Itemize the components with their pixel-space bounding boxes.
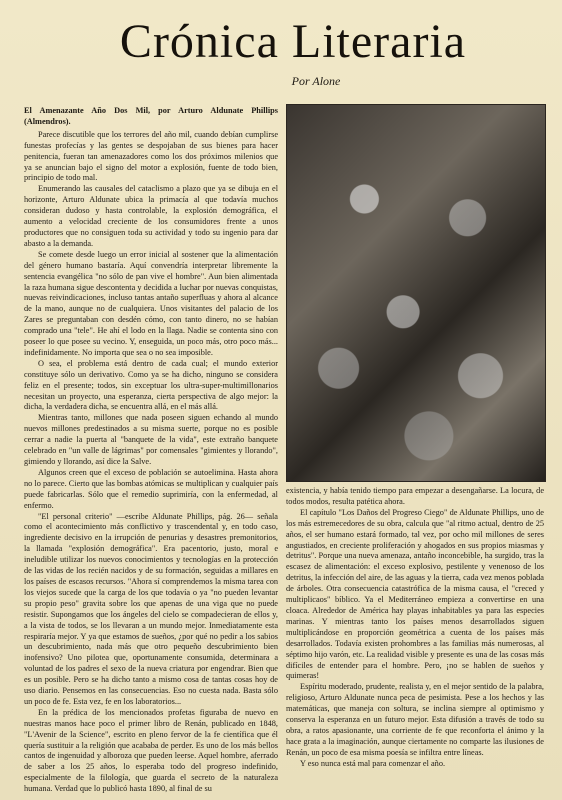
page-title: Crónica Literaria	[119, 15, 467, 68]
paragraph-continuation: existencia, y había tenido tiempo para empezar a desengañarse. La locura, de todos modos, resulta patética ahora.	[286, 486, 544, 506]
paragraph: Se comete desde luego un error inicial al sostener que la alimentación del género humano bastaría. Aquí convendría interpretar libremente la sentencia evangélica "no sólo de pan vive el hombre". Aun bien alimentada la raza humana sigue descontenta y decidida a luchar por nuevas conquistas, nuevas reivindicaciones, incluso tantas antaño superfluas y ahora al alcance de la mano, aunque no de cualquiera. Unos visitantes del palacio de los Zares se preguntaban con desdén cómo, con tanto dinero, no se habían comprado una "tele". He ahí el lodo en la llaga. Nadie se contenta sino con poseer lo que posee su vecino. Y, enseguida, un poco más, otro poco más... indefinidamente. No importa que sea o no sea imposible.	[24, 249, 278, 357]
paragraph: El capítulo "Los Daños del Progreso Ciego" de Aldunate Phillips, uno de los más estremecedores de su obra, calcula que "al ritmo actual, dentro de 25 años, el ser humano estará formado, tal vez, por ocho mil millones de seres angustiados, en creciente proliferación y ahogados en sus propios miasmas y detritus". Porque una nueva amenaza, antaño inconcebible, ha surgido, tras la escasez de alimentación: el exceso explosivo, pestilente y venenoso de los detritus, la infección del aire, de las aguas y la tierra, cada vez menos poblada de árboles. Otra consecuencia catastrófica de la misma causa, el "creced y multiplicaos" bíblico. Ya el Mediterráneo empieza a convertirse en una cloaca. Alrededor de América hay playas inhabitables ya para las especies marinas. Y mientras tanto los países menos desarrollados siguen multiplicándose en proporción geométrica a cuenta de los países más desarrollados. Todavía existen prohombres a las familias más numerosas, al séptimo hijo varón, etc. La realidad visible y presente es una de las cosas más difíciles de entender para el hombre. Pero, ¡no se hablen de sueños y quimeras!	[286, 507, 544, 681]
paragraph: En la prédica de los mencionados profetas figuraba de nuevo en nuestras manos hace poco el primer libro de Renán, publicado en 1848, "L'Avenir de la Science", escrito en pleno fervor de la fe científica que él quería sustituir a la religión que acababa de perder. Es uno de los más bellos cantos de ingenuidad y alboroza que pueden leerse. Aquel hombre, aferrado de saber a los 25 años, lo esperaba todo del progreso indefinido, especialmente de la filología, que guarda el secreto de la naturaleza humana. Verdad que lo publicó hasta 1890, al final de su	[24, 707, 278, 794]
paragraph: Mientras tanto, millones que nada poseen siguen echando al mundo nuevos millones predestinados a su misma suerte, porque no es posible cerrar a nadie la puerta al "banquete de la vida", este extraño banquete celebrado en "un valle de lágrimas" por comensales "gimientes y llorando", gimiendo y llorando, así dice la Salve.	[24, 413, 278, 466]
left-column	[24, 106, 278, 795]
paragraph: "El personal criterio" —escribe Aldunate Phillips, pág. 26— señala como el acontecimiento más conflictivo y trascendental y, en todo caso, ingrediente decisivo en la irrupción de penurias y desastres premonitorios, la llamada "explosión demográfica". Era pacentorio, justo, moral e ineludible utilizar los nuevos conocimientos y tecnologías en la protección de las vidas de los recién nacidos y de su formación, seguidas a millares en los países de escasos recursos. "Ahora sí comprendemos la misma tarea con los viejos sucede que la carga de los que todavía o ya "no pueden levantar su propio peso" gravita sobre los que apenas de una viga que no puede resistir. Supongamos que los ángeles del cielo se compadecieran de ellos y, a la vista de todos, se los llevaran a un mundo mejor. Inmediatamente esta respiraría mejor. Y ya que estamos de sueños, ¿por qué no pedir a los sabios un descubrimiento, nada más que otro pequeño descubrimiento bien inofensivo? Uno pilotea que, oportunamente consumida, determinara a voluntad de los padres el sexo de la nueva criatura por engendrar. Bien que es un posible. Pero se ha dicho tanto a mismo cosa de tantas cosas hoy de uso diario. Pensemos en las consecuencias. Eso no cuesta nada. Basta sólo un poco de fe. Esta vez, fe en los laboratorios...	[24, 511, 278, 706]
paragraph: Algunos creen que el exceso de población se autoelimina. Hasta ahora no lo parece. Cierto que las bombas atómicas se multiplican y cualquier país puede fabricarlas. Sólo que el remedio suprimiría, con la enfermedad, al enfermo.	[24, 467, 278, 510]
paragraph: O sea, el problema está dentro de cada cual; el mundo exterior constituye sólo un derivativo. Como ya se ha dicho, ninguno se considera feliz en el presente; todos, sin exceptuar los ultra-super-multimillonarios necesitan un proyecto, una esperanza, cierta perspectiva de algo mejor: la dicha, la verdadera dicha, se encuentra allá, en el más allá.	[24, 358, 278, 412]
paragraph: Enumerando las causales del cataclismo a plazo que ya se dibuja en el horizonte, Arturo Aldunate ubica la primacía al que todavía muchos consideran dudoso y hasta controlable, la explosión demográfica, el aumento a velocidad creciente de los consumidores frente a unos productores que no consiguen toda su actividad y todo su ingenio para dar abasto a la demanda.	[24, 184, 278, 248]
byline: Por Alone	[291, 74, 341, 88]
paragraph: Parece discutible que los terrores del año mil, cuando debían cumplirse funestas profecías y las gentes se despojaban de sus bienes para hacer penitencia, fueran tan amenazadores como los dos próximos milenios que ya se anuncian bajo el signo del motor a explosión, fuente de todo bien, principio de todo mal.	[24, 129, 278, 183]
paragraph: Y eso nunca está mal para comenzar el año.	[300, 758, 446, 768]
right-column	[286, 486, 544, 770]
paragraph: Espíritu moderado, prudente, realista y, en el mejor sentido de la palabra, religioso, Arturo Aldunate nunca peca de pesimista. Pese a los hechos y las matemáticas, que maneja con soltura, se inclina siempre al optimismo y conserva la esperanza en un futuro mejor. Esta difusión a través de todo su obra, a ratos apasionante, una corriente de fe que reconforta el ánimo y la hace grata a la imaginación, aunque ciertamente no comparte las ilusiones de Renán, un poco de esa misma poesía se infiltra entre líneas.	[286, 682, 544, 757]
article-heading: El Amenazante Año Dos Mil, por Arturo Aldunate Phillips (Almendros).	[24, 106, 278, 126]
crowd-photo	[286, 104, 546, 482]
